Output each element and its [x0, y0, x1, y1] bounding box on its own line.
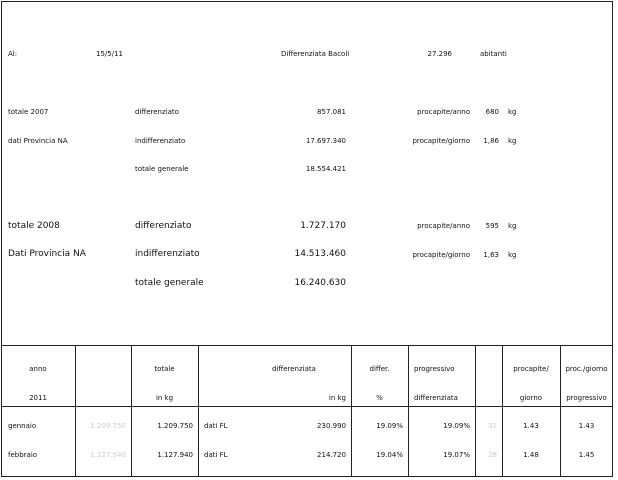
- procapite-anno-2007-label: procapite/anno: [417, 108, 470, 116]
- row-percent: 19.09%: [376, 422, 403, 430]
- row-procapite-progressivo: 1.43: [578, 422, 595, 430]
- header-procapite: procapite/: [513, 365, 549, 373]
- row-faint-total: 1.209.750: [90, 422, 126, 430]
- row-days: 31: [488, 422, 497, 430]
- row-2007-totale-label: totale generale: [135, 165, 189, 173]
- header-totale: totale: [154, 365, 175, 373]
- procapite-anno-2008-unit: kg: [508, 222, 517, 230]
- header-progressivo-sub: differenziata: [414, 394, 458, 402]
- procapite-anno-2008-label: procapite/anno: [417, 222, 470, 230]
- row-2008-differenziato-value: 1.727.170: [300, 221, 346, 231]
- table-top-border: [1, 345, 613, 346]
- header-progressivo: progressivo: [414, 365, 455, 373]
- row-progressivo: 19.07%: [443, 451, 470, 459]
- date-label: Al:: [8, 50, 18, 58]
- header-totale-unit: in kg: [155, 394, 174, 402]
- procapite-giorno-2008-unit: kg: [508, 251, 517, 259]
- procapite-giorno-2008-label: procapite/giorno: [412, 251, 470, 259]
- row-source: dati FL: [204, 422, 228, 430]
- row-days: 28: [488, 451, 497, 459]
- procapite-anno-2008-value: 595: [485, 222, 499, 230]
- header-differ-unit: %: [376, 394, 383, 402]
- row-2008-totale-label: totale generale: [135, 278, 204, 288]
- year-2008-source: Dati Provincia NA: [8, 249, 86, 259]
- report-date: 15/5/11: [96, 50, 123, 58]
- procapite-anno-2007-unit: kg: [508, 108, 517, 116]
- row-month: gennaio: [8, 422, 37, 430]
- row-procapite-progressivo: 1.45: [578, 451, 595, 459]
- row-differenziata: 214.720: [317, 451, 346, 459]
- header-procgiorno-sub: progressivo: [566, 394, 607, 402]
- row-total: 1.127.940: [157, 451, 193, 459]
- row-faint-total: 1.127.940: [90, 451, 126, 459]
- row-2007-indifferenziato-label: indifferenziato: [135, 137, 186, 145]
- report-title: Differenziata Bacoli: [281, 50, 350, 58]
- header-anno: anno: [29, 365, 47, 373]
- row-total: 1.209.750: [157, 422, 193, 430]
- row-2008-indifferenziato-label: indifferenziato: [135, 249, 200, 259]
- procapite-giorno-2007-label: procapite/giorno: [412, 137, 470, 145]
- row-progressivo: 19.09%: [443, 422, 470, 430]
- header-differenziata: differenziata: [272, 365, 316, 373]
- procapite-anno-2007-value: 680: [485, 108, 499, 116]
- procapite-giorno-2007-unit: kg: [508, 137, 517, 145]
- year-2008-label: totale 2008: [8, 221, 60, 231]
- header-differ: differ.: [369, 365, 390, 373]
- row-procapite: 1.48: [523, 451, 539, 459]
- population-unit: abitanti: [480, 50, 507, 58]
- header-differenziata-unit: in kg: [328, 394, 346, 402]
- row-2007-differenziato-label: differenziato: [135, 108, 179, 116]
- row-2007-differenziato-value: 857.081: [317, 108, 346, 116]
- row-month: febbraio: [8, 451, 38, 459]
- row-2007-totale-value: 18.554.421: [305, 165, 346, 173]
- row-source: dati FL: [204, 451, 228, 459]
- table-header-border: [1, 406, 613, 407]
- header-procapite-sub: giorno: [519, 394, 543, 402]
- procapite-giorno-2008-value: 1,63: [483, 251, 499, 259]
- row-percent: 19.04%: [376, 451, 403, 459]
- row-2008-indifferenziato-value: 14.513.460: [294, 249, 346, 259]
- year-2007-source: dati Provincia NA: [8, 137, 68, 145]
- row-2007-indifferenziato-value: 17.697.340: [305, 137, 346, 145]
- row-2008-totale-value: 16.240.630: [294, 278, 346, 288]
- header-procgiorno: proc./giorno: [565, 365, 608, 373]
- procapite-giorno-2007-value: 1,86: [483, 137, 499, 145]
- table-column-divider: [198, 345, 199, 477]
- row-2008-differenziato-label: differenziato: [135, 221, 192, 231]
- population-value: 27.296: [427, 50, 452, 58]
- year-2007-label: totale 2007: [8, 108, 49, 116]
- row-procapite: 1.43: [523, 422, 539, 430]
- row-differenziata: 230.990: [317, 422, 346, 430]
- header-anno-value: 2011: [29, 394, 47, 402]
